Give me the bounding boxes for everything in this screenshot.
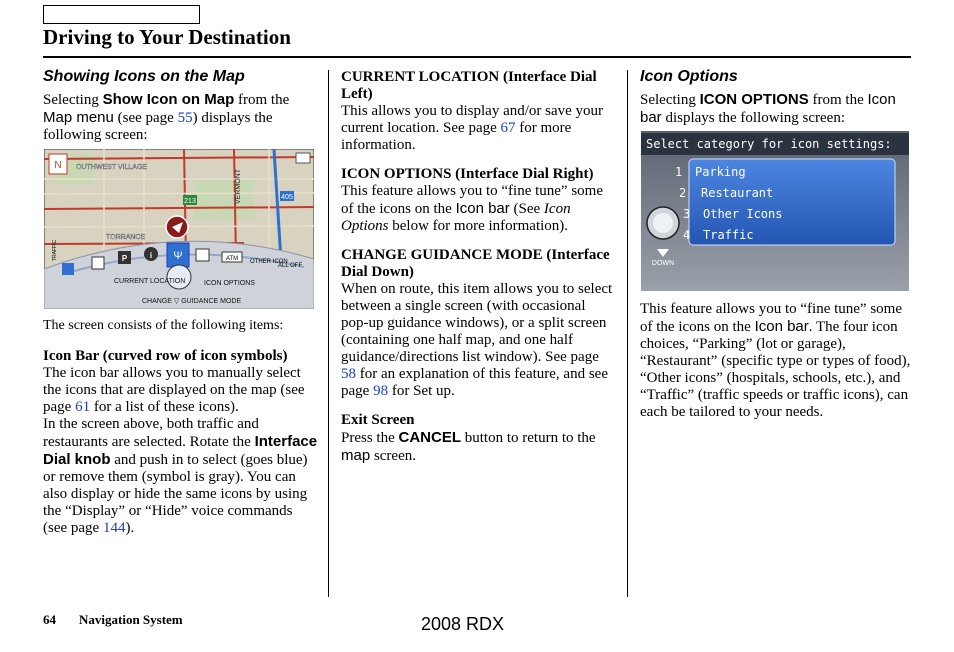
text-run: Selecting	[640, 92, 700, 108]
footer-title: Navigation System	[79, 612, 183, 627]
text-run: The icon bar allows you to manually select the icons that are displayed on the map (see page	[43, 365, 305, 415]
text-run: for more information.	[341, 120, 572, 153]
category-restaurant[interactable]: Restaurant	[701, 186, 774, 200]
map-label-torrance: TORRANCE	[106, 234, 146, 241]
section-heading-icon-options: Icon Options	[640, 68, 738, 85]
other-icon-label: OTHER ICON	[250, 259, 288, 265]
text-run: screen.	[370, 448, 416, 464]
traffic-icon	[62, 263, 74, 275]
icon-options-paragraph	[640, 301, 912, 421]
text-run: In the screen above, both traffic and restaurants are selected. Rotate the	[43, 416, 259, 450]
column-divider-right	[627, 70, 628, 597]
column-3-lower	[640, 301, 912, 421]
info-icon-label: i	[149, 251, 153, 260]
text-run: This allows you to display and/or save your current location. See page	[341, 103, 604, 136]
page-number: 64	[43, 612, 56, 627]
text-run: This feature allows you to “fine tune” some of the icons on the	[341, 183, 604, 217]
text-run: (See	[509, 201, 544, 217]
column-2	[341, 69, 615, 465]
page-link[interactable]: 61	[75, 399, 91, 415]
button-term: CANCEL	[398, 429, 461, 446]
text-run: and push in to select (goes blue) or remove them (symbol is gray). You can also display or hide the same icons by using the “Display” or “Hide” voice commands (see page	[43, 452, 308, 536]
text-run: for an explanation of this feature, and see page	[341, 366, 608, 399]
category-other-icons[interactable]: Other Icons	[703, 207, 783, 221]
exit-screen-paragraph	[341, 429, 615, 465]
page-link[interactable]: 98	[373, 383, 389, 399]
current-location-label: CURRENT LOCATION	[114, 278, 186, 285]
interface-dial-icon	[167, 265, 191, 289]
control-term: Interface Dial knob	[43, 433, 318, 468]
mail-icon	[296, 153, 310, 163]
text-run: ).	[125, 520, 135, 536]
svg-text:N: N	[54, 160, 62, 171]
text-run: (see page	[113, 110, 178, 126]
exit-screen-heading: Exit Screen	[341, 412, 415, 428]
text-run: below for more information).	[388, 218, 569, 234]
menu-term: Icon bar	[754, 318, 809, 335]
icon-options-label: ICON OPTIONS	[204, 280, 255, 287]
text-run: This feature allows you to “fine tune” some of the icons on the	[640, 301, 903, 335]
icon-options-intro	[640, 91, 912, 127]
column-3	[640, 68, 912, 127]
category-number: 3	[683, 207, 691, 221]
text-run: displays the following screen:	[661, 110, 845, 126]
icon-bar-paragraph-1	[43, 365, 318, 416]
shopping-cart-icon	[196, 249, 209, 261]
current-location-heading: CURRENT LOCATION (Interface Dial Left)	[341, 69, 597, 102]
page-link[interactable]: 58	[341, 366, 356, 382]
text-run: ) displays the following screen:	[43, 110, 273, 143]
text-run: Selecting	[43, 92, 103, 108]
down-label: DOWN	[651, 260, 675, 267]
page-link[interactable]: 55	[177, 110, 193, 126]
column-divider-left	[328, 70, 329, 597]
icon-settings-screen-figure	[641, 131, 909, 291]
page-link[interactable]: 144	[102, 520, 126, 536]
highway-405-label: 405	[281, 194, 293, 201]
map-label-village: OUTHWEST VILLAGE	[76, 164, 148, 171]
text-run: for a list of these icons).	[90, 399, 239, 415]
text-run: for Set up.	[388, 383, 455, 399]
footer-model: 2008 RDX	[421, 614, 505, 634]
header-tab-box	[43, 5, 200, 24]
current-location-paragraph	[341, 103, 615, 154]
screen-term: map	[341, 447, 371, 464]
category-number: 2	[679, 186, 687, 200]
text-run: When on route, this item allows you to select between a single screen (with occasional pop-up guidance windows), or a split screen (containing one half map, and one half guidance/directions list window). See page	[341, 281, 613, 365]
menu-term: Icon bar	[640, 91, 896, 126]
screen-title: Select category for icon settings:	[646, 137, 892, 151]
change-guidance-label: CHANGE ▽ GUIDANCE MODE	[142, 298, 242, 305]
menu-term: Icon bar	[455, 200, 510, 217]
menu-term: ICON OPTIONS	[699, 91, 809, 108]
category-number: 1	[675, 165, 683, 179]
parking-icon-label: P	[121, 254, 128, 263]
text-run: button to return to the	[461, 430, 596, 446]
atm-icon-label: ATM	[225, 256, 239, 262]
icon-bar-paragraph-2	[43, 416, 318, 537]
text-run: from the	[808, 92, 868, 108]
icon-bar-heading: Icon Bar (curved row of icon symbols)	[43, 348, 288, 364]
change-guidance-heading: CHANGE GUIDANCE MODE (Interface Dial Down)	[341, 247, 610, 280]
category-parking[interactable]: Parking	[695, 165, 746, 179]
restaurant-icon-glyph: Ψ	[173, 250, 183, 262]
traffic-label: TRAFFIC	[52, 239, 58, 261]
icon-options-heading: ICON OPTIONS (Interface Dial Right)	[341, 166, 594, 182]
icon-options-paragraph	[341, 183, 615, 235]
interface-dial-center	[653, 213, 673, 233]
gas-icon	[92, 257, 104, 269]
menu-term: Show Icon on Map	[102, 91, 235, 108]
map-park-area	[194, 179, 254, 219]
menu-term: Map menu	[43, 109, 114, 126]
change-guidance-paragraph	[341, 281, 615, 400]
column-1	[43, 68, 318, 144]
category-number: 4	[683, 228, 691, 242]
highway-213-label: 213	[184, 198, 196, 205]
italic-reference: Icon Options	[341, 201, 571, 234]
map-label-vermont: VERMONT	[235, 169, 242, 204]
paragraph-intro	[43, 91, 318, 144]
section-heading-showing-icons: Showing Icons on the Map	[43, 68, 245, 85]
header-rule	[43, 56, 911, 58]
map-screen-figure	[44, 149, 314, 309]
text-run: . The four icon choices, “Parking” (lot or garage), “Restaurant” (specific type or types of food), “Other icons” (hospitals, schools, etc.), and “Traffic” (traffic speeds or traffic icons), can each be tailored to your needs.	[640, 319, 911, 420]
all-off-label: ALL OFF	[278, 263, 303, 269]
category-traffic[interactable]: Traffic	[703, 228, 754, 242]
column-1-lower	[43, 317, 318, 537]
figure-caption: The screen consists of the following items:	[43, 318, 284, 333]
text-run: Press the	[341, 430, 399, 446]
text-run: from the	[234, 92, 290, 108]
page-link[interactable]: 67	[500, 120, 516, 136]
page-title: Driving to Your Destination	[43, 25, 291, 49]
